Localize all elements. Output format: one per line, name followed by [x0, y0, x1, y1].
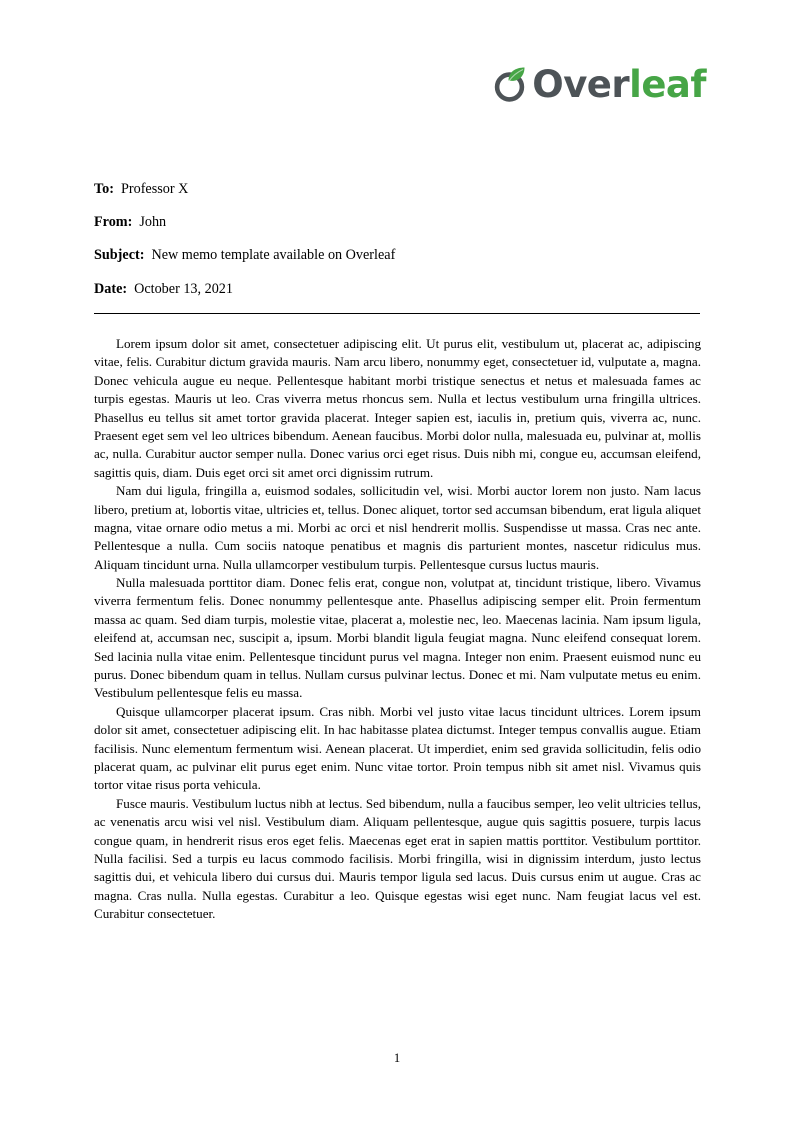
memo-field-to-value: Professor X — [120, 181, 189, 197]
body-paragraph-2: Nam dui ligula, fringilla a, euismod sodales, sollicitudin vel, wisi. Morbi auctor lorem non justo. Nam lacus libero, pretium at, lobortis vitae, ultricies et, tellus. Donec aliquet, tortor sed accumsan bibendum, erat ligula aliquet magna, vitae ornare odio metus a mi. Morbi ac orci et nisl hendrerit mollis. Suspendisse ut massa. Cras nec ante. Pellentesque a nulla. Cum sociis natoque penatibus et magnis dis parturient montes, nascetur ridiculus mus. Aliquam tincidunt urna. Nulla ullamcorper vestibulum turpis. Pellentesque cursus luctus mauris. — [94, 483, 701, 572]
body-paragraph-5: Fusce mauris. Vestibulum luctus nibh at lectus. Sed bibendum, nulla a faucibus semper, leo velit ultricies tellus, ac venenatis arcu wisi vel nisl. Vestibulum diam. Aliquam pellentesque, augue quis sagittis posuere, turpis lacus congue quam, in hendrerit risus eros eget felis. Maecenas eget erat in sapien mattis porttitor. Vestibulum porttitor. Nulla facilisi. Sed a turpis eu lacus commodo facilisis. Morbi fringilla, wisi in dignissim interdum, justo lectus sagittis dui, et vehicula libero dui cursus dui. Mauris tempor ligula sed lacus. Duis cursus enim ut augue. Cras ac magna. Cras nulla. Nulla egestas. Curabitur a leo. Quisque egestas wisi eget nunc. Nam feugiat lacus vel est. Curabitur consectetuer. — [94, 795, 701, 922]
overleaf-logo — [491, 56, 706, 104]
memo-field-date-value: October 13, 2021 — [134, 280, 233, 297]
memo-field-from — [94, 213, 700, 232]
horizontal-divider — [94, 313, 700, 314]
memo-field-subject-value: New memo template available on Overleaf — [151, 247, 396, 264]
memo-field-to-label: To: — [94, 181, 114, 197]
memo-field-subject-label: Subject: — [94, 247, 145, 264]
memo-field-subject — [94, 246, 700, 265]
logo-text-over: Over — [532, 63, 630, 106]
overleaf-leaf-o-icon — [491, 64, 531, 104]
memo-body — [94, 335, 701, 924]
logo-wordmark — [491, 57, 706, 106]
memo-field-from-value: John — [139, 214, 167, 231]
memo-field-date — [94, 280, 700, 299]
body-paragraph-1: Lorem ipsum dolor sit amet, consectetuer adipiscing elit. Ut purus elit, vestibulum ut, placerat ac, adipiscing vitae, felis. Curabitur dictum gravida mauris. Nam arcu libero, nonummy eget, consectetuer id, vulputate a, magna. Donec vehicula augue eu neque. Pellentesque habitant morbi tristique senectus et netus et malesuada fames ac turpis egestas. Mauris ut leo. Cras viverra metus rhoncus sem. Nulla et lectus vestibulum urna fringilla ultrices. Phasellus eu tellus sit amet tortor gravida placerat. Integer sapien est, iaculis in, pretium quis, viverra ac, nunc. Praesent eget sem vel leo ultrices bibendum. Aenean faucibus. Morbi dolor nulla, malesuada eu, pulvinar at, mollis ac, nulla. Curabitur auctor semper nulla. Donec varius orci eget risus. Duis nibh mi, congue eu, accumsan eleifend, sagittis quis, diam. Duis eget orci sit amet orci dignissim rutrum. — [94, 336, 701, 480]
memo-field-to — [94, 180, 700, 199]
memo-field-from-label: From: — [94, 214, 133, 231]
memo-header-fields — [94, 180, 700, 313]
logo-text-leaf: leaf — [629, 63, 706, 106]
body-paragraph-3: Nulla malesuada porttitor diam. Donec felis erat, congue non, volutpat at, tincidunt tristique, libero. Vivamus viverra fermentum felis. Donec nonummy pellentesque ante. Phasellus adipiscing semper elit. Proin fermentum massa ac quam. Sed diam turpis, molestie vitae, placerat a, molestie nec, leo. Maecenas lacinia. Nam ipsum ligula, eleifend at, accumsan nec, suscipit a, ipsum. Morbi blandit ligula feugiat magna. Nunc eleifend consequat lorem. Sed lacinia nulla vitae enim. Pellentesque tincidunt purus vel magna. Integer non enim. Praesent euismod nunc eu purus. Donec bibendum quam in tellus. Nullam cursus pulvinar lectus. Donec et mi. Nam vulputate metus eu enim. Vestibulum pellentesque felis eu massa. — [94, 575, 701, 701]
body-paragraph-4: Quisque ullamcorper placerat ipsum. Cras nibh. Morbi vel justo vitae lacus tincidunt ultrices. Lorem ipsum dolor sit amet, consectetuer adipiscing elit. In hac habitasse platea dictumst. Integer tempus convallis augue. Etiam facilisis. Nunc elementum fermentum wisi. Aenean placerat. Ut imperdiet, enim sed gravida sollicitudin, felis odio placerat quam, ac pulvinar elit purus eget enim. Nunc vitae tortor. Proin tempus nibh sit amet nisl. Vivamus quis tortor vitae risus porta vehicula. — [94, 703, 701, 793]
page-number: 1 — [393, 1051, 401, 1065]
memo-field-date-label: Date: — [94, 280, 128, 297]
